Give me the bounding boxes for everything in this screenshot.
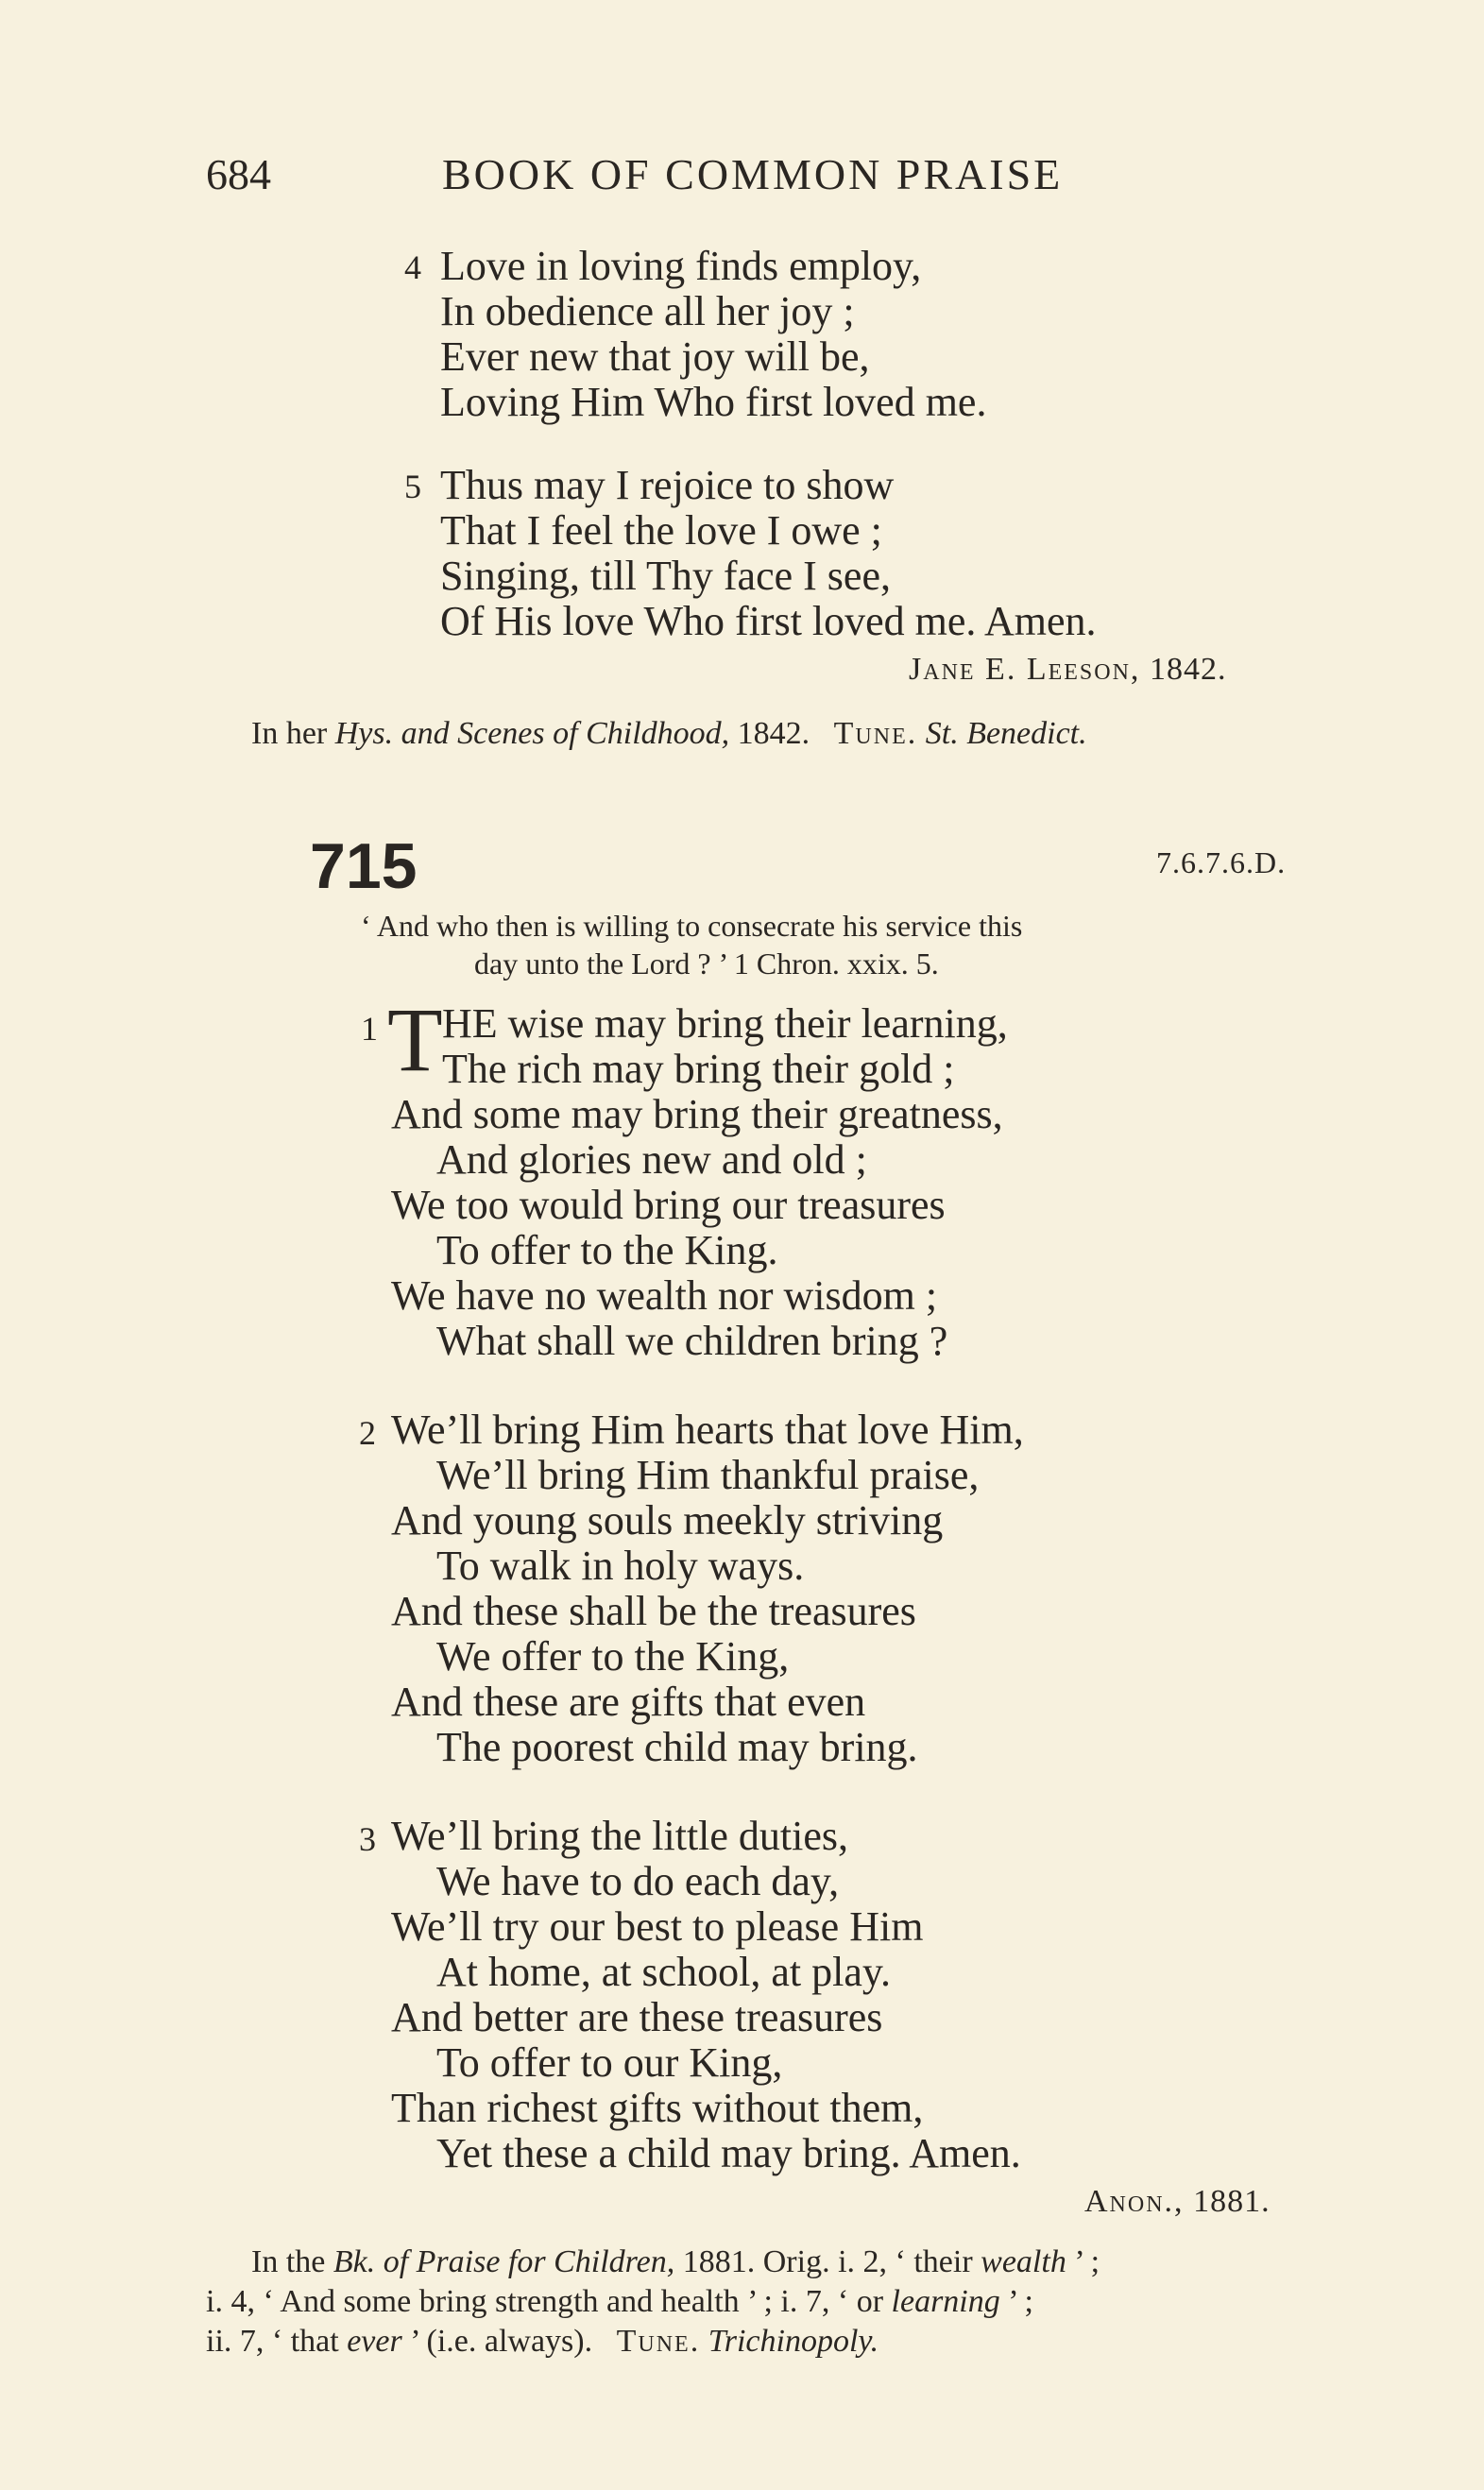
page-number: 684 bbox=[206, 150, 271, 198]
verse-line: Loving Him Who first loved me. bbox=[440, 379, 987, 425]
stanza-number: 4 bbox=[404, 248, 421, 286]
verse-line: Singing, till Thy face I see, bbox=[440, 553, 891, 599]
verse-line: Yet these a child may bring. Amen. bbox=[436, 2130, 1021, 2176]
note-text: ’ (i.e. always). bbox=[410, 2324, 593, 2359]
hymn-number: 715 bbox=[310, 830, 418, 902]
note-emphasis: wealth bbox=[981, 2244, 1066, 2279]
verse-line: Ever new that joy will be, bbox=[440, 333, 870, 380]
hymn-meter: 7.6.7.6.D. bbox=[1156, 845, 1287, 879]
verse-line: And glories new and old ; bbox=[436, 1136, 867, 1183]
tune-name: St. Benedict. bbox=[925, 716, 1087, 751]
verse-line: We’ll bring the little duties, bbox=[391, 1813, 849, 1859]
note-text: i. 4, ‘ And some bring strength and health ’ ; i. 7, ‘ or bbox=[206, 2284, 884, 2319]
stanza-number: 3 bbox=[359, 1820, 376, 1858]
verse-line: We have to do each day, bbox=[436, 1858, 840, 1904]
verse-line: And better are these treasures bbox=[391, 1994, 883, 2040]
verse-line: Thus may I rejoice to show bbox=[440, 462, 895, 508]
note-text: In the bbox=[251, 2244, 326, 2279]
note-text: ’ ; bbox=[1008, 2284, 1033, 2319]
verse-line: And some may bring their greatness, bbox=[391, 1091, 1003, 1137]
verse-line: We offer to the King, bbox=[436, 1633, 790, 1680]
tune-label: Tune. bbox=[833, 716, 918, 751]
verse-line: And young souls meekly striving bbox=[391, 1497, 944, 1543]
verse-line: Love in loving finds employ, bbox=[440, 243, 922, 289]
verse-line: And these are gifts that even bbox=[391, 1679, 866, 1725]
verse-line: Of His love Who first loved me. Amen. bbox=[440, 598, 1097, 644]
verse-line: We’ll try our best to please Him bbox=[391, 1903, 924, 1950]
author-year: 1881. bbox=[1193, 2184, 1271, 2219]
prev-hymn-note bbox=[251, 716, 1087, 752]
verse-line: At home, at school, at play. bbox=[436, 1949, 892, 1995]
note-emphasis: ever bbox=[347, 2324, 402, 2359]
verse-line: To offer to our King, bbox=[436, 2039, 783, 2086]
note-text: In her bbox=[251, 716, 328, 751]
verse-line: The poorest child may bring. bbox=[436, 1724, 918, 1770]
running-title: BOOK OF COMMON PRAISE bbox=[442, 150, 1064, 198]
hymn-author bbox=[1084, 2184, 1271, 2220]
drop-cap: T bbox=[387, 989, 443, 1090]
tune-label: Tune. bbox=[616, 2324, 701, 2359]
hymn-note-line bbox=[206, 2324, 878, 2360]
note-emphasis: learning bbox=[891, 2284, 1000, 2319]
verse-line: In obedience all her joy ; bbox=[440, 288, 855, 334]
verse-line: The rich may bring their gold ; bbox=[442, 1046, 955, 1092]
stanza-number: 2 bbox=[359, 1414, 376, 1452]
note-text: ’ ; bbox=[1074, 2244, 1100, 2279]
author-name: Anon., bbox=[1084, 2184, 1185, 2219]
note-year: 1842. bbox=[737, 716, 810, 751]
note-source: Hys. and Scenes of Childhood, bbox=[334, 716, 730, 751]
epigraph-line: ‘ And who then is willing to consecrate his service this bbox=[361, 909, 1023, 943]
hymn-note-line bbox=[206, 2284, 1033, 2320]
verse-line: To walk in holy ways. bbox=[436, 1543, 805, 1589]
verse-line: That I feel the love I owe ; bbox=[440, 507, 882, 554]
verse-line: We’ll bring Him thankful praise, bbox=[436, 1452, 980, 1498]
verse-line: We’ll bring Him hearts that love Him, bbox=[391, 1407, 1024, 1453]
hymn-note-line bbox=[251, 2244, 1100, 2280]
note-text: 1881. Orig. i. 2, ‘ their bbox=[682, 2244, 973, 2279]
verse-line: What shall we children bring ? bbox=[436, 1318, 948, 1364]
verse-line: We too would bring our treasures bbox=[391, 1182, 946, 1228]
prev-author bbox=[909, 652, 1226, 688]
note-text: ii. 7, ‘ that bbox=[206, 2324, 339, 2359]
author-year: 1842. bbox=[1149, 652, 1227, 687]
tune-name: Trichinopoly. bbox=[708, 2324, 879, 2359]
verse-line: HE wise may bring their learning, bbox=[442, 1000, 1008, 1047]
epigraph-line: day unto the Lord ? ’ 1 Chron. xxix. 5. bbox=[474, 947, 939, 981]
stanza-number: 1 bbox=[361, 1010, 378, 1048]
verse-line: And these shall be the treasures bbox=[391, 1588, 916, 1634]
note-source: Bk. of Praise for Children, bbox=[333, 2244, 675, 2279]
verse-line: Than richest gifts without them, bbox=[391, 2085, 924, 2131]
author-name: Jane E. Leeson, bbox=[909, 652, 1141, 687]
verse-line: We have no wealth nor wisdom ; bbox=[391, 1272, 938, 1319]
verse-line: To offer to the King. bbox=[436, 1227, 778, 1273]
stanza-number: 5 bbox=[404, 468, 421, 505]
